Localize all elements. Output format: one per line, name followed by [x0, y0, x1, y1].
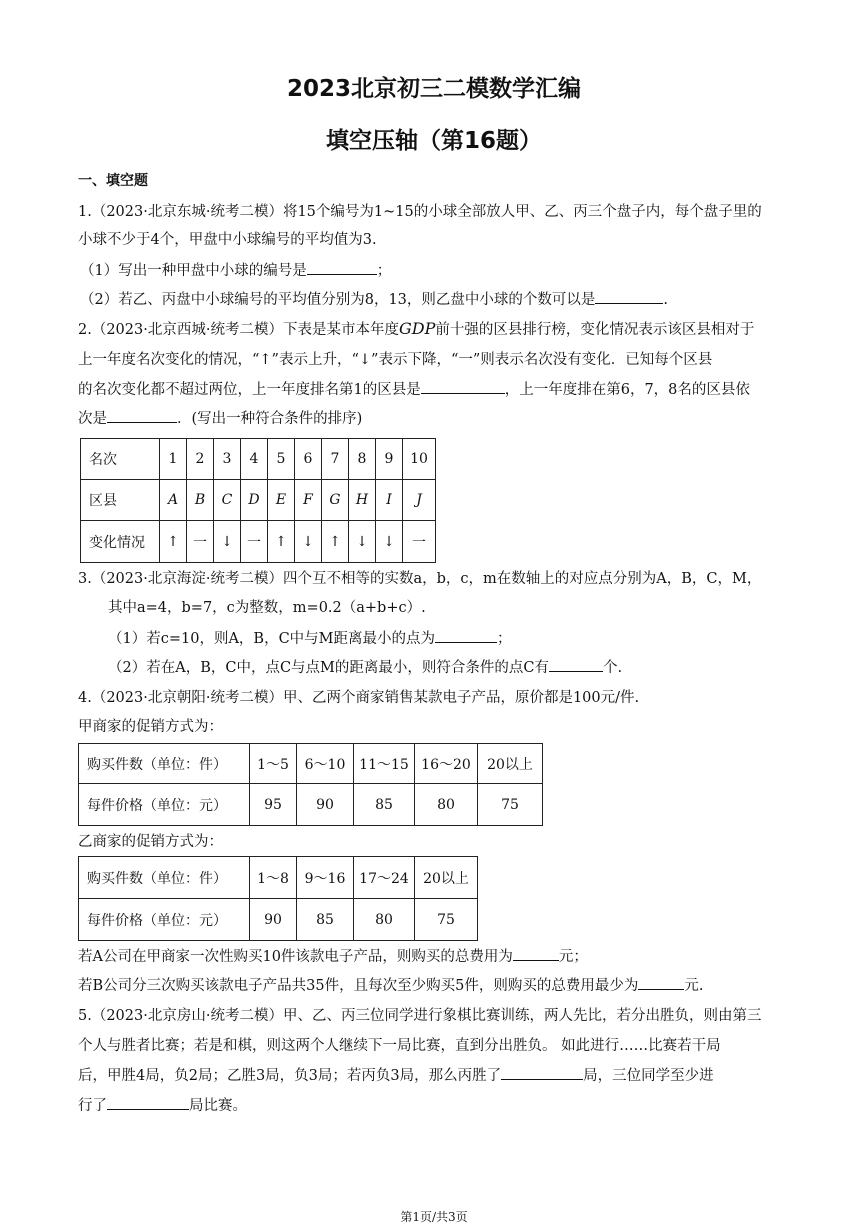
q3-part-1-text: （1）若c=10，则A，B，C中与M距离最小的点为	[108, 631, 436, 647]
rank-cell: 7	[322, 439, 349, 480]
range-cell: 1～5	[250, 744, 297, 784]
change-cell: ↑	[322, 521, 349, 563]
range-cell: 6～10	[297, 744, 354, 784]
section-heading: 一、填空题	[78, 173, 148, 189]
price-cell: 85	[297, 899, 354, 941]
table-row	[79, 857, 478, 899]
q3-line-1: 3.（2023·北京海淀·统考二模）四个互不相等的实数a，b，c，m在数轴上的对应点分别为A，B，C，M，	[78, 571, 762, 587]
answer-blank[interactable]	[307, 260, 377, 275]
row-label: 每件价格（单位：元）	[79, 899, 250, 941]
rank-cell: 6	[295, 439, 322, 480]
price-cell: 90	[250, 899, 297, 941]
change-cell: ↑	[160, 521, 187, 563]
answer-blank[interactable]	[107, 1095, 189, 1110]
table-row	[79, 899, 478, 941]
q4-s1-text: 若A公司在甲商家一次性购买10件该款电子产品，则购买的总费用为	[78, 949, 513, 965]
q4-statement-1	[78, 945, 588, 966]
district-cell: G	[322, 480, 349, 521]
price-cell: 80	[415, 784, 478, 826]
q2-ranking-table	[80, 438, 436, 563]
q3-part-2-end: 个.	[602, 660, 623, 676]
answer-blank[interactable]	[595, 289, 663, 304]
q4-line-1: 4.（2023·北京朝阳·统考二模）甲、乙两个商家销售某款电子产品，原价都是100元/件.	[78, 690, 640, 706]
change-cell: 一	[187, 521, 214, 563]
q4-jia-table	[78, 743, 543, 826]
q1-part-2-end: .	[663, 292, 669, 308]
change-cell: ↓	[295, 521, 322, 563]
q1-part-1-end: ；	[376, 263, 392, 279]
district-cell: I	[376, 480, 403, 521]
q1-part-2-text: （2）若乙、丙盘中小球编号的平均值分别为8，13，则乙盘中小球的个数可以是	[80, 292, 596, 308]
page-subtitle: 填空压轴（第16题）	[325, 128, 542, 154]
price-cell: 90	[297, 784, 354, 826]
table-row	[79, 744, 543, 784]
page-footer: 第1页/共3页	[400, 1210, 468, 1224]
range-cell: 17～24	[354, 857, 415, 899]
row-label: 区县	[81, 480, 160, 521]
change-cell: ↓	[376, 521, 403, 563]
district-cell: E	[268, 480, 295, 521]
q3-part-1	[108, 627, 512, 648]
range-cell: 16～20	[415, 744, 478, 784]
district-cell: D	[241, 480, 268, 521]
row-label: 名次	[81, 439, 160, 480]
rank-cell: 9	[376, 439, 403, 480]
district-cell: C	[214, 480, 241, 521]
q3-part-2	[108, 656, 622, 677]
q1-part-1-text: （1）写出一种甲盘中小球的编号是	[80, 263, 307, 279]
rank-cell: 1	[160, 439, 187, 480]
q2-line-3a: 的名次变化都不超过两位，上一年度排名第1的区县是	[78, 382, 421, 398]
district-cell: F	[295, 480, 322, 521]
q5-line-4b: 局比赛。	[189, 1098, 247, 1114]
answer-blank[interactable]	[638, 975, 684, 990]
q1-line-1: 1.（2023·北京东城·统考二模）将15个编号为1~15的小球全部放人甲、乙、丙三个盘子内，每个盘子里的	[78, 204, 762, 220]
q2-line-1b: 前十强的区县排行榜，变化情况表示该区县相对于	[435, 322, 755, 338]
price-cell: 85	[354, 784, 415, 826]
answer-blank[interactable]	[421, 379, 505, 394]
table-row	[81, 480, 436, 521]
range-cell: 20以上	[415, 857, 478, 899]
change-cell: ↑	[268, 521, 295, 563]
district-cell: J	[403, 480, 436, 521]
q5-line-3b: 局，三位同学至少进	[583, 1068, 714, 1084]
q5-line-2: 个人与胜者比赛；若是和棋，则这两个人继续下一局比赛，直到分出胜负。 如此进行……比赛若干局	[78, 1038, 721, 1054]
change-cell: 一	[403, 521, 436, 563]
q2-line-4a: 次是	[78, 411, 107, 427]
q4-statement-2	[78, 974, 703, 995]
price-cell: 95	[250, 784, 297, 826]
answer-blank[interactable]	[513, 946, 559, 961]
q5-line-4a: 行了	[78, 1098, 107, 1114]
rank-cell: 8	[349, 439, 376, 480]
q5-line-3	[78, 1064, 714, 1085]
q4-s2-end: 元.	[684, 978, 704, 994]
rank-cell: 2	[187, 439, 214, 480]
range-cell: 20以上	[478, 744, 543, 784]
q5-line-3a: 后，甲胜4局，负2局；乙胜3局，负3局；若丙负3局，那么丙胜了	[78, 1068, 502, 1084]
q3-part-2-text: （2）若在A，B，C中，点C与点M的距离最小，则符合条件的点C有	[108, 660, 549, 676]
range-cell: 1～8	[250, 857, 297, 899]
price-cell: 75	[478, 784, 543, 826]
q2-line-3	[78, 378, 750, 399]
row-label: 变化情况	[81, 521, 160, 563]
price-cell: 75	[415, 899, 478, 941]
district-cell: H	[349, 480, 376, 521]
q4-s2-text: 若B公司分三次购买该款电子产品共35件，且每次至少购买5件，则购买的总费用最少为	[78, 978, 639, 994]
row-label: 购买件数（单位：件）	[79, 744, 250, 784]
rank-cell: 4	[241, 439, 268, 480]
district-cell: A	[160, 480, 187, 521]
table-row	[81, 439, 436, 480]
q3-part-1-end: ；	[497, 631, 512, 647]
rank-cell: 10	[403, 439, 436, 480]
rank-cell: 3	[214, 439, 241, 480]
answer-blank[interactable]	[501, 1065, 583, 1080]
q5-line-1: 5.（2023·北京房山·统考二模）甲、乙、丙三位同学进行象棋比赛训练，两人先比，若分出胜负，则由第三	[78, 1008, 762, 1024]
table-row	[79, 784, 543, 826]
rank-cell: 5	[268, 439, 295, 480]
change-cell: ↓	[349, 521, 376, 563]
q1-part-1	[80, 259, 391, 280]
range-cell: 9～16	[297, 857, 354, 899]
q4-jia-intro: 甲商家的促销方式为：	[78, 719, 223, 735]
page-title: 2023北京初三二模数学汇编	[286, 76, 581, 102]
q2-gdp: GDP	[398, 319, 436, 338]
answer-blank[interactable]	[549, 657, 603, 672]
q4-s1-end: 元；	[558, 949, 588, 965]
range-cell: 11～15	[354, 744, 415, 784]
q2-line-1a: 2.（2023·北京西城·统考二模）下表是某市本年度	[78, 322, 399, 338]
row-label: 购买件数（单位：件）	[79, 857, 250, 899]
q3-line-2: 其中a=4，b=7，c为整数，m=0.2（a+b+c）.	[108, 600, 426, 616]
district-cell: B	[187, 480, 214, 521]
q1-line-2: 小球不少于4个，甲盘中小球编号的平均值为3.	[78, 232, 377, 248]
change-cell: 一	[241, 521, 268, 563]
row-label: 每件价格（单位：元）	[79, 784, 250, 826]
q1-part-2	[80, 288, 668, 309]
q2-line-4	[78, 407, 362, 428]
table-row	[81, 521, 436, 563]
q4-yi-table	[78, 856, 478, 941]
q4-yi-intro: 乙商家的促销方式为：	[78, 834, 223, 850]
change-cell: ↓	[214, 521, 241, 563]
answer-blank[interactable]	[435, 628, 497, 643]
q2-line-2: 上一年度名次变化的情况，“↑”表示上升，“↓”表示下降，“一”则表示名次没有变化．已知每个区县	[78, 352, 713, 368]
price-cell: 80	[354, 899, 415, 941]
q2-line-1	[78, 318, 754, 339]
q2-line-3b: ，上一年度排在第6，7，8名的区县依	[504, 382, 750, 398]
q5-line-4	[78, 1094, 247, 1115]
q2-line-4b: ．(写出一种符合条件的排序)	[177, 411, 363, 427]
answer-blank[interactable]	[107, 408, 177, 423]
